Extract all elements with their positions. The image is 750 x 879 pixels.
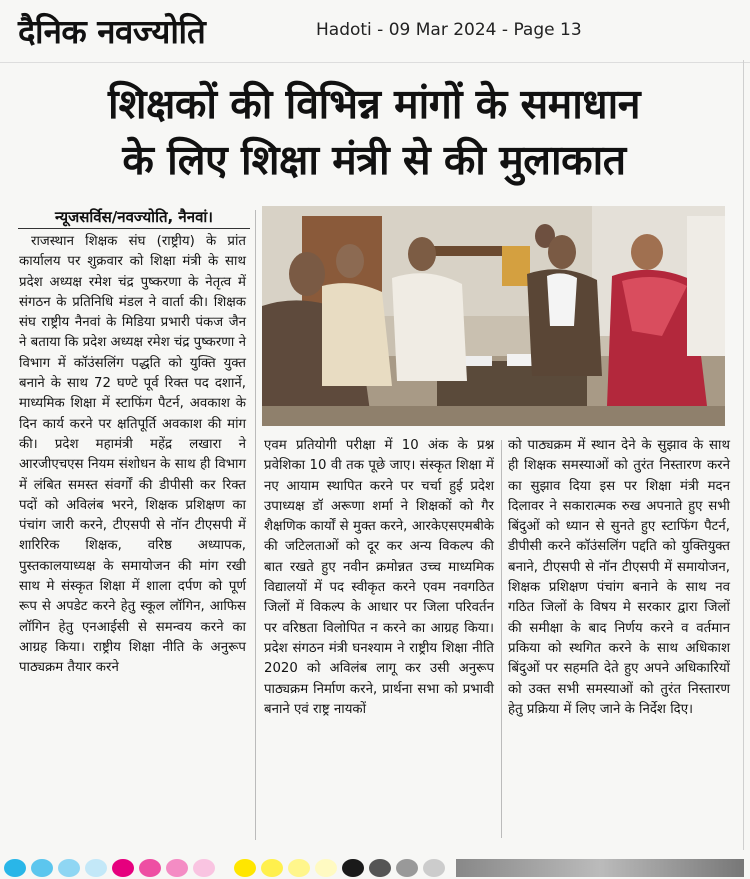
calibration-swatch: [423, 859, 445, 877]
calibration-swatch: [288, 859, 310, 877]
column-divider: [255, 210, 256, 840]
calibration-gray-bar: [456, 859, 744, 877]
calibration-swatch: [315, 859, 337, 877]
article-byline: न्यूजसर्विस/नवज्योति, नैनवां।: [55, 208, 213, 226]
calibration-swatch: [4, 859, 26, 877]
meeting-photo-illustration: [262, 206, 725, 426]
calibration-swatch: [342, 859, 364, 877]
calibration-swatch: [31, 859, 53, 877]
calibration-swatch: [261, 859, 283, 877]
column-3-text: को पाठ्यक्रम में स्थान देने के सुझाव के साथ ही शिक्षक समस्याओं को तुरंत निस्तारण करने का सुझाव दिया इस पर शिक्षा मंत्री मदन दिलावर ने सकारात्मक रुख अपनाते हुए सभी बिंदुओं को ध्यान से सुनते हुए स्टाफिंग पैटर्न, डीपीसी करने कॉउंसलिंग पद्दति को युक्तियुक्त बनाने, टीएसपी से नॉन टीएसपी में समायोजन, शिक्षक प्रशिक्षण पंचांग बनाने के साथ नव गठित जिलों के विषय मे सरकार द्वारा जिलों की समीक्षा के बाद निर्णय करने व वर्तमान प्रकिया को स्थगित करने के साथ अधिकाश बिंदुओं पर सहमति देते हुए अपने अधिकारियों को उक्त सभी समस्याओं को तुरंत निस्तारण हेतु प्रक्रिया में लिए जाने के निर्देश दिए।: [508, 438, 730, 717]
column-2-text: एवम प्रतियोगी परीक्षा में 10 अंक के प्रश्न प्रवेशिका 10 वी तक पूछे जाए। संस्कृत शिक्षा में नए आयाम स्थापित करने पर चर्चा हुई प्रदेश उपाध्यक्ष डॉ अरूणा शर्मा ने शिक्षकों को गैर शैक्षणिक कार्यों से मुक्त करने, आरकेएसएमबीके की जटिलताओं को दूर कर अन्य विकल्प की बात रखते हुए नवीन क्रमोन्नत उच्च माध्यमिक विद्यालयों में पद स्वीकृत करने एवम नवगठित जिलों में विकल्प के आधार पर जिला परिवर्तन पर वरिष्ठता विलोपित न करने का आग्रह किया। प्रदेश संगठन मंत्री घनश्याम ने राष्ट्रीय शिक्षा नीति 2020 को अविलंब लागू कर उसी अनुरूप पाठ्यक्रम निर्माण करने, प्रार्थना सभा को प्रभावी बनाने एवं राष्ट्र नायकों: [264, 438, 494, 717]
color-calibration-strip: [0, 856, 750, 879]
calibration-swatch: [396, 859, 418, 877]
calibration-swatch: [139, 859, 161, 877]
column-1-text: राजस्थान शिक्षक संघ (राष्ट्रीय) के प्रांत कार्यालय पर शुक्रवार को शिक्षा मंत्री के साथ प्रदेश अध्यक्ष रमेश चंद्र पुष्करणा के नेतृत्व में संगठन के प्रतिनिधि मंडल ने वार्ता की। शिक्षक संघ राष्ट्रीय नैनवां के मिडिया प्रभारी पंकज जैन ने बताया कि प्रदेश अध्यक्ष रमेश चंद्र पुष्करणा ने विभाग में कॉउंसलिंग पद्धति को युक्ति युक्त बनाने के साथ 72 घण्टे पूर्व रिक्त पद दशार्ने, माध्यमिक शिक्षा में स्टाफिंग पैटर्न, अवकाश के दिन कार्य करने पर क्षतिपूर्ति अवकाश की मांग की। प्रदेश महामंत्री महेंद्र लखारा ने आरजीएचएस नियम संशोधन के साथ ही विभाग में लंबित समस्त संवर्गों की डीपीसी कर रिक्त पदों को अविलंब भरने, शिक्षक प्रशिक्षण का पंचांग जारी करने, टीएसपी से नॉन टीएसपी में शारिरिक शिक्षक, वरिष्ठ अध्यापक, पुस्तकालयाध्यक्ष के समायोजन की मांग रखी साथ मे संस्कृत शिक्षा में शाला दर्पण को पूर्ण रूप से अपडेट करने हेतु स्कूल लॉगिन, आफिस लॉगिन हेतु एनआईसी से समन्वय करने का आग्रह किया। राष्ट्रीय शिक्षा नीति के अनुरूप पाठ्यक्रम तैयार करने: [19, 234, 246, 676]
calibration-swatch: [234, 859, 256, 877]
calibration-swatch: [166, 859, 188, 877]
page-edge-rule: [743, 60, 744, 850]
article-column-3: [508, 436, 730, 720]
headline-line-2: के लिए शिक्षा मंत्री से की मुलाकात: [122, 136, 626, 184]
article-column-2: [264, 436, 494, 720]
calibration-swatch: [193, 859, 215, 877]
article-column-1: [19, 232, 246, 679]
byline-divider: [18, 228, 250, 229]
column-divider: [501, 440, 502, 838]
headline-line-1: शिक्षकों की विभिन्न मांगों के समाधान: [108, 80, 640, 128]
calibration-swatch: [112, 859, 134, 877]
masthead-divider: [0, 62, 750, 63]
calibration-swatch: [85, 859, 107, 877]
edition-info: Hadoti - 09 Mar 2024 - Page 13: [316, 20, 582, 40]
article-photo: [262, 206, 725, 426]
calibration-swatch: [58, 859, 80, 877]
article-headline: [10, 76, 738, 188]
masthead-title: दैनिक नवज्योति: [18, 12, 206, 51]
calibration-swatch: [369, 859, 391, 877]
